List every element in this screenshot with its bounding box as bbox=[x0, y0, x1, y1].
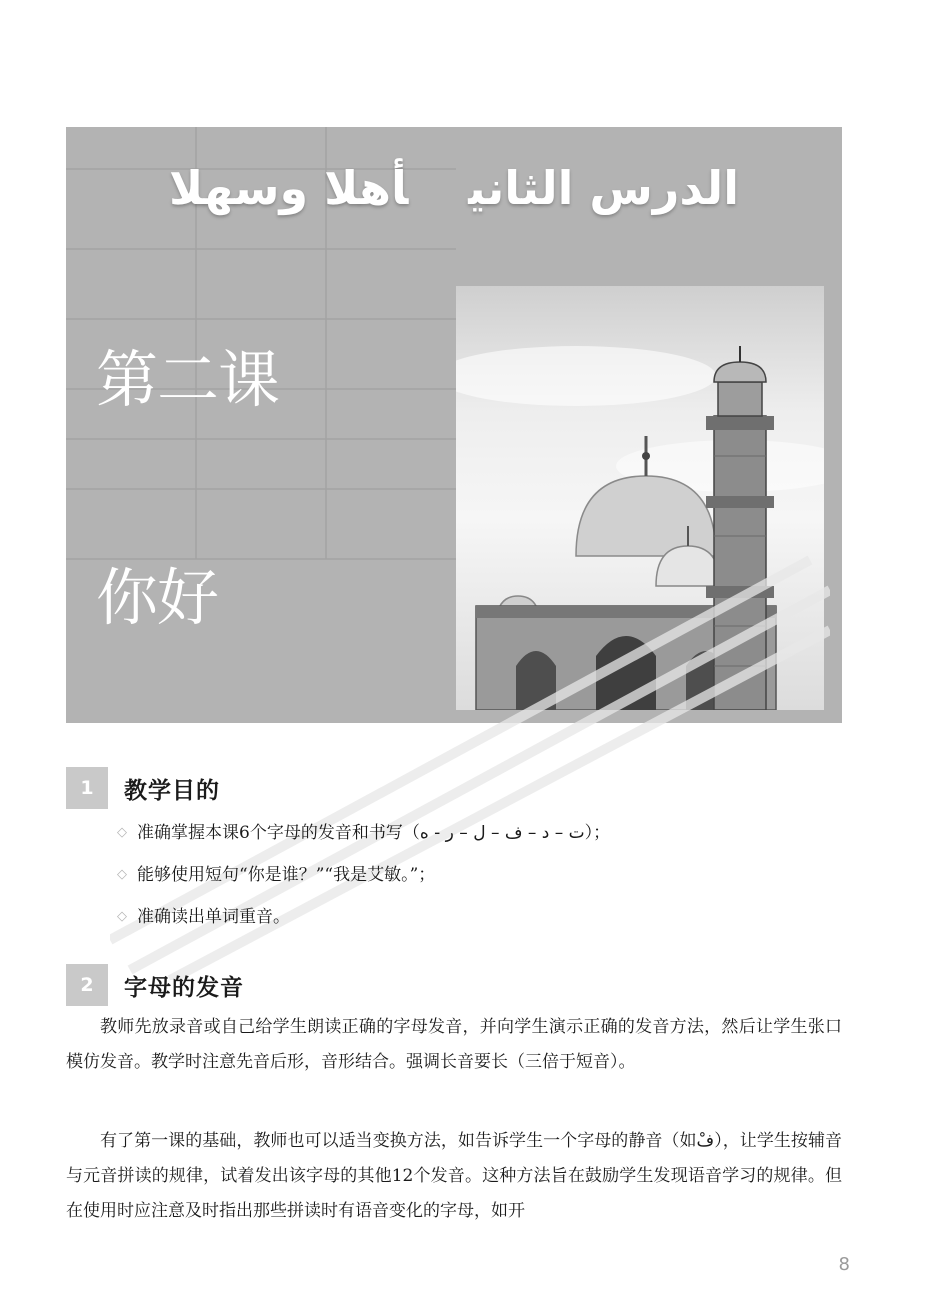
objective-text: 准确读出单词重音。 bbox=[137, 907, 290, 927]
diamond-bullet-icon: ◇ bbox=[117, 867, 127, 882]
section-title: 字母的发音 bbox=[124, 973, 244, 1001]
lesson-name: 你好 bbox=[96, 561, 219, 634]
objectives-list bbox=[117, 812, 610, 938]
lesson-number: 第二课 bbox=[96, 343, 280, 416]
arabic-title-lesson: الدرس الثاني bbox=[468, 161, 739, 215]
lesson-banner bbox=[66, 127, 842, 723]
section-number-badge: 1 bbox=[66, 767, 108, 809]
arabic-title-topic: أهلا وسهلا bbox=[169, 161, 409, 215]
section-number-badge: 2 bbox=[66, 964, 108, 1006]
body-paragraph: 教师先放录音或自己给学生朗读正确的字母发音，并向学生演示正确的发音方法，然后让学生张口模仿发音。教学时注意先音后形，音形结合。强调长音要长（三倍于短音）。 bbox=[66, 1017, 842, 1072]
objective-text: 能够使用短句“你是谁？”“我是艾敏。”； bbox=[137, 865, 436, 885]
objective-item bbox=[117, 812, 610, 854]
objective-text: 准确掌握本课6个字母的发音和书写（ bbox=[137, 823, 420, 843]
page-number: 8 bbox=[838, 1254, 850, 1275]
section-1-heading bbox=[66, 767, 220, 809]
body-paragraph: 有了第一课的基础，教师也可以适当变换方法，如告诉学生一个字母的静音（如فْ），让学生按辅音与元音拼读的规律，试着发出该字母的其他12个发音。这种方法旨在鼓励学生发现语音学习的规律。但在使用时应注意及时指出那些拼读时有语音变化的字母，如开 bbox=[66, 1131, 843, 1221]
arabic-lesson-title bbox=[66, 161, 842, 215]
diamond-bullet-icon: ◇ bbox=[117, 909, 127, 924]
objective-item bbox=[117, 896, 610, 938]
arabic-letters: ت – د – ف – ل – ر - ه bbox=[419, 823, 585, 843]
objective-text-suffix: ）； bbox=[584, 823, 611, 843]
mosque-photo bbox=[456, 286, 824, 710]
diamond-bullet-icon: ◇ bbox=[117, 825, 127, 840]
section-title: 教学目的 bbox=[124, 776, 220, 804]
section-2-heading bbox=[66, 964, 244, 1006]
objective-item bbox=[117, 854, 610, 896]
